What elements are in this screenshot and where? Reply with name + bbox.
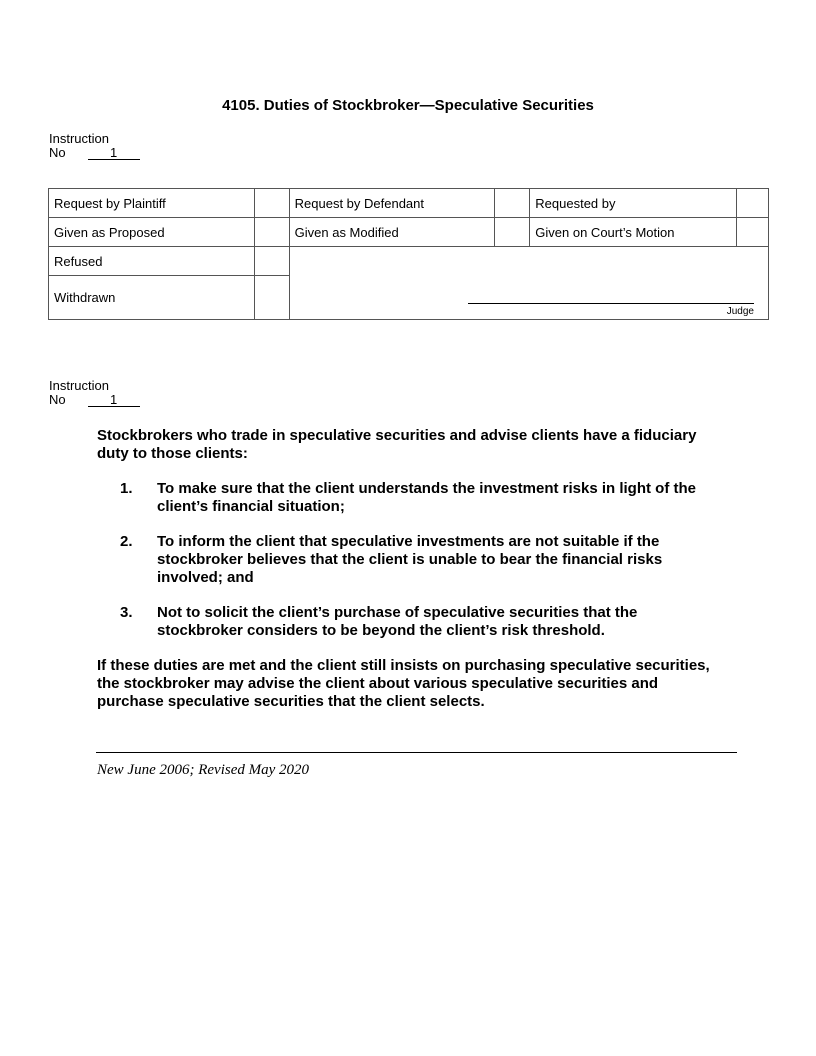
refused-row — [49, 247, 769, 276]
request-row — [49, 189, 769, 218]
given-as-proposed-checkbox[interactable] — [254, 218, 289, 247]
instruction-body — [97, 427, 727, 728]
instruction-label: Instruction — [49, 131, 109, 146]
intro-paragraph: Stockbrokers who trade in speculative securities and advise clients have a fiduciary duty to those clients: — [97, 427, 697, 462]
judge-label: Judge — [726, 306, 754, 317]
conclusion-paragraph: If these duties are met and the client still insists on purchasing speculative securities, the stockbroker may advise the client about various speculative securities and purchase speculative securities that the client selects. — [97, 657, 710, 710]
page-title: 4105. Duties of Stockbroker—Speculative Securities — [222, 97, 594, 114]
instruction-number: 1 — [88, 393, 140, 407]
withdrawn-label: Withdrawn — [49, 276, 255, 320]
instruction-label: Instruction — [49, 378, 109, 393]
list-item — [97, 604, 727, 640]
request-by-defendant-label: Request by Defendant — [289, 189, 495, 218]
given-on-courts-motion-checkbox[interactable] — [737, 218, 769, 247]
duty-number: 3. — [120, 604, 133, 621]
duty-text: To inform the client that speculative investments are not suitable if the stockbroker believes that the client is unable to bear the financial risks involved; and — [157, 533, 663, 586]
duty-number: 2. — [120, 533, 133, 550]
refused-checkbox[interactable] — [254, 247, 289, 276]
instruction-no-label: No — [49, 145, 66, 160]
requested-by-checkbox[interactable] — [737, 189, 769, 218]
given-as-modified-label: Given as Modified — [289, 218, 495, 247]
history-note: New June 2006; Revised May 2020 — [97, 762, 310, 778]
duty-text: To make sure that the client understands the investment risks in light of the client’s financial situation; — [157, 480, 696, 515]
requested-by-label: Requested by — [530, 189, 737, 218]
request-by-plaintiff-label: Request by Plaintiff — [49, 189, 255, 218]
request-table — [48, 188, 769, 320]
divider — [96, 752, 737, 753]
request-by-defendant-checkbox[interactable] — [495, 189, 530, 218]
refused-label: Refused — [49, 247, 255, 276]
duties-list — [97, 480, 727, 640]
given-on-courts-motion-label: Given on Court’s Motion — [530, 218, 737, 247]
request-by-plaintiff-checkbox[interactable] — [254, 189, 289, 218]
list-item — [97, 533, 727, 587]
judge-signature-area — [289, 247, 768, 320]
instruction-number: 1 — [88, 146, 140, 160]
withdrawn-checkbox[interactable] — [254, 276, 289, 320]
given-row — [49, 218, 769, 247]
given-as-proposed-label: Given as Proposed — [49, 218, 255, 247]
list-item — [97, 480, 727, 516]
instruction-block-top — [49, 132, 140, 160]
duty-number: 1. — [120, 480, 133, 497]
instruction-no-label: No — [49, 392, 66, 407]
given-as-modified-checkbox[interactable] — [495, 218, 530, 247]
instruction-block-bottom — [49, 379, 140, 407]
duty-text: Not to solicit the client’s purchase of speculative securities that the stockbroker considers to be beyond the client’s risk threshold. — [157, 604, 638, 639]
judge-signature-line[interactable] — [468, 303, 754, 304]
